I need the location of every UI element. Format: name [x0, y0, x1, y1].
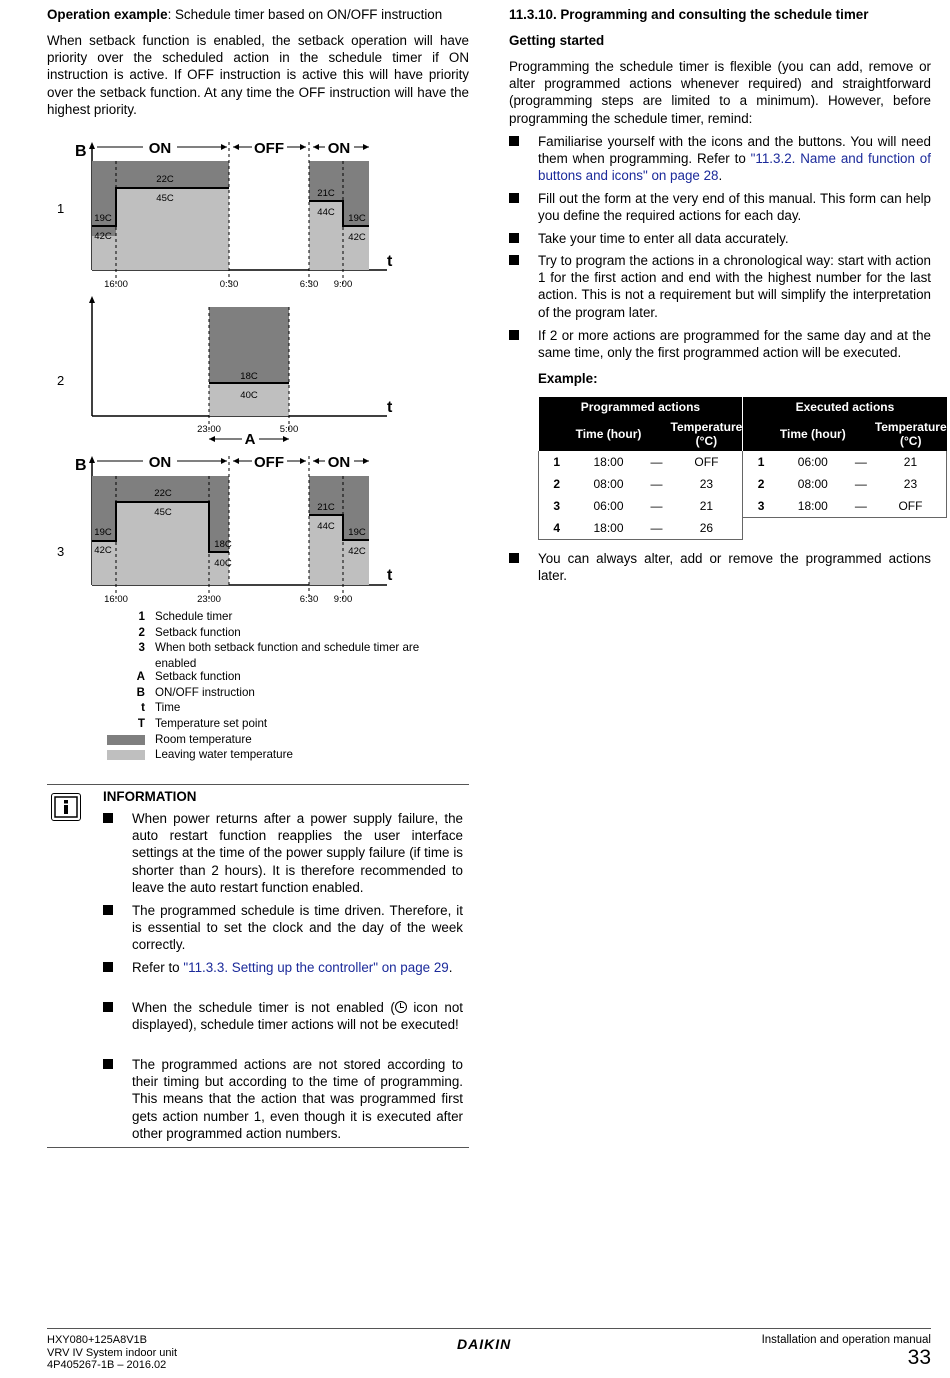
d2-a-label: A [244, 431, 256, 448]
d3-time-2: 23:00 [197, 594, 221, 605]
bullet-square-icon [509, 255, 519, 265]
d3-temp-room-setback: 18C [214, 539, 232, 550]
bullet-square-icon [103, 905, 113, 915]
d3-temp-water-setback: 40C [214, 558, 232, 569]
section-title: 11.3.10. Programming and consulting the schedule timer [509, 7, 869, 22]
link-setting-up-controller[interactable]: "11.3.3. Setting up the controller" on page 29 [183, 960, 449, 975]
bullet-square-icon [103, 1002, 113, 1012]
link-buttons-and-icons[interactable]: "11.3.2. Name and function of buttons and icons" on page 28 [538, 151, 931, 184]
temperature-column-header: Temperature (°C) [671, 417, 743, 451]
timer-clock-icon [395, 1001, 407, 1013]
table-row: 2 08:00 — 23 2 08:00 — 23 [539, 473, 947, 495]
d1-t-label: t [387, 253, 393, 270]
d3-temp-room-high: 22C [154, 488, 172, 499]
bullet-square-icon [509, 136, 519, 146]
diagram-2-setback-function [89, 296, 393, 448]
d1-b-label: B [75, 143, 87, 160]
bullet-square-icon [509, 330, 519, 340]
bullet-square-icon [509, 193, 519, 203]
d3-temp-water-high: 45C [154, 507, 172, 518]
d1-on-label-2: ON [327, 140, 351, 157]
bullet-square-icon [509, 553, 519, 563]
d3-temp-room-end: 19C [348, 527, 366, 538]
d1-temp-water-end: 42C [348, 232, 366, 243]
d3-t-label: t [387, 567, 393, 584]
d2-time-1: 23:00 [197, 424, 221, 435]
d2-temp-room: 18C [240, 371, 258, 382]
info-icon [51, 793, 81, 821]
leaving-water-swatch [107, 750, 145, 760]
table-row: 1 18:00 — OFF 1 06:00 — 21 [539, 451, 947, 473]
footer-product: VRV IV System indoor unit [47, 1346, 178, 1359]
d2-t-label: t [387, 399, 393, 416]
d3-temp-water-low: 42C [94, 545, 112, 556]
information-title: INFORMATION [103, 789, 197, 804]
d3-time-4: 9:00 [333, 594, 353, 605]
information-box: INFORMATION When power returns after a power supply failure, the auto restart function reapplies the user interface settings at the time of the power supply failure (if time is shorter than 2 hours). It is therefore recommended to leave the auto restart function enabled. The programmed schedule is time driven. Therefore, it is essential to set the clock and the day of the week correctly. Refer to "11.3.3. Setting up the controller" on page 29. When the schedule timer is not enabled ( icon not displayed), schedule timer actions will not be executed! The programmed actions are not stored according to their timing but according to the time of programming. This means that the action that was programmed first gets action number 1, even though it is executed after other programmed action numbers. [47, 784, 469, 1148]
bullet-square-icon [103, 962, 113, 972]
d3-time-3: 6:30 [299, 594, 319, 605]
footer-model: HXY080+125A8V1B [47, 1334, 147, 1346]
table-row: 3 06:00 — 21 3 18:00 — OFF [539, 495, 947, 517]
operation-example-label: Operation example [47, 7, 168, 22]
d3-b-label: B [75, 457, 87, 474]
operation-example-text: : Schedule timer based on ON/OFF instruction [167, 7, 443, 22]
bullet-square-icon [509, 233, 519, 243]
d3-off-label: OFF [254, 454, 284, 471]
d1-temp-room-high: 22C [156, 174, 174, 185]
daikin-logo: DAIKIN [457, 1336, 512, 1352]
d3-temp-room-low: 19C [94, 527, 112, 538]
diagram-row-label-3: 3 [57, 544, 65, 559]
d3-temp-water-mid: 44C [317, 521, 335, 532]
schedule-timer-diagram [47, 136, 407, 608]
d2-time-2: 5:00 [279, 424, 299, 435]
time-column-header: Time (hour) [779, 417, 847, 451]
page-footer [47, 1328, 931, 1371]
room-temperature-swatch [107, 735, 145, 745]
getting-started-heading: Getting started [509, 33, 605, 48]
bullet-square-icon [103, 813, 113, 823]
d2-temp-water: 40C [240, 390, 258, 401]
d1-time-3: 6:30 [299, 279, 319, 290]
diagram-3-combined [75, 454, 393, 605]
bullet-square-icon [103, 1059, 113, 1069]
d1-on-label-1: ON [148, 140, 172, 157]
d3-time-1: 16:00 [104, 594, 128, 605]
page-number: 33 [907, 1346, 931, 1369]
d1-temp-room-end: 19C [348, 213, 366, 224]
d1-time-1: 16:00 [104, 279, 128, 290]
d1-temp-room-mid: 21C [317, 188, 335, 199]
footer-doc-info [47, 1334, 177, 1372]
temperature-column-header: Temperature (°C) [875, 417, 947, 451]
d3-on-label-1: ON [148, 454, 172, 471]
d1-off-label: OFF [254, 140, 284, 157]
footer-doc-number: 4P405267-1B – 2016.02 [47, 1359, 167, 1371]
table-row: 4 18:00 — 26 [539, 517, 947, 539]
d1-time-2: 0:30 [219, 279, 239, 290]
d1-time-4: 9:00 [333, 279, 353, 290]
d3-on-label-2: ON [327, 454, 351, 471]
executed-actions-header: Executed actions [743, 397, 947, 417]
setback-intro-paragraph: When setback function is enabled, the setback operation will have priority over the scheduled action in the schedule timer if ON instruction is active. If OFF instruction is active this will have priority over the setback function. At any time the OFF instruction will have the highest priority. [47, 33, 469, 117]
diagram-row-label-2: 2 [57, 373, 65, 388]
d1-temp-room-low: 19C [94, 213, 112, 224]
example-label: Example: [538, 371, 598, 386]
programmed-actions-header: Programmed actions [539, 397, 743, 417]
d1-temp-water-high: 45C [156, 193, 174, 204]
time-column-header: Time (hour) [575, 417, 643, 451]
operation-example-line [47, 6, 469, 23]
d3-temp-room-mid: 21C [317, 502, 335, 513]
d3-temp-water-end: 42C [348, 546, 366, 557]
example-actions-table [538, 397, 947, 540]
d1-temp-water-mid: 44C [317, 207, 335, 218]
d1-temp-water-low: 42C [94, 231, 112, 242]
footer-manual-title: Installation and operation manual [761, 1334, 931, 1346]
getting-started-intro: Programming the schedule timer is flexible (you can add, remove or alter programmed actions whenever required) and straightforward (programming steps are limited to a minimum). However, before programming the schedule timer, remind: [509, 59, 931, 126]
diagram-1-schedule-timer [75, 140, 393, 290]
diagram-row-label-1: 1 [57, 201, 65, 216]
